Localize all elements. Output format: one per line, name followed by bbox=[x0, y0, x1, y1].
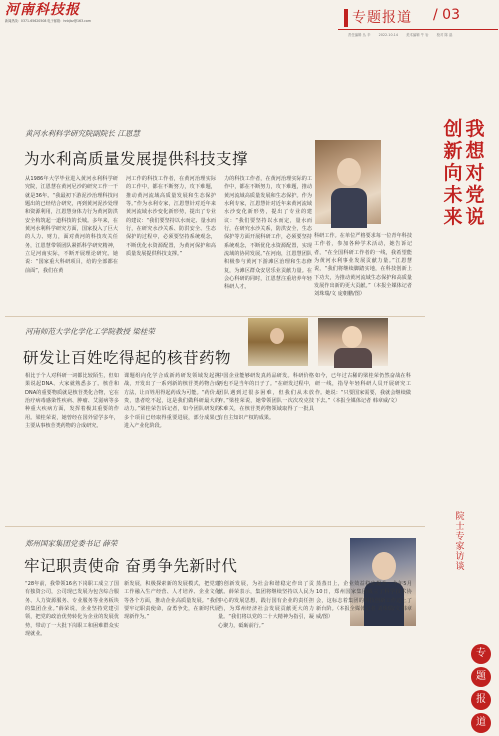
article-1-headline: 为水利高质量发展提供科技支撑 bbox=[24, 150, 249, 168]
section-title: 专题报道 bbox=[352, 10, 412, 26]
article-3-kicker: 郑州国家集团党委书记 薛荣 bbox=[25, 539, 118, 548]
portrait-photo bbox=[318, 318, 388, 366]
header-rule bbox=[338, 29, 498, 30]
face-shape bbox=[337, 158, 361, 186]
masthead bbox=[5, 0, 155, 20]
article-2-column-2: 课题组向化学合成新药研发领域发起挑战，开发出了一系列新的核苷类药物合成方法，让百姓用得起药成为可能。“药价太贵，患者吃不起，这是我们做科研最大的动力。”梁桂荣告诉记者，如今团队研发的多个项目已经取得重要进展，部分成果已进入产业化阶段。 bbox=[124, 373, 220, 430]
article-3-column-3: 的创新发展，为社会和谐稳定作出了贡献。薛荣表示，集团将继续坚持以人民为中心的发展思想，践行国有企业的责任担当，为郑州经济社会发展贡献更大的力量。“我们将以党的二十大精神为指引，凝心聚力，砥砺前行。” bbox=[218, 581, 314, 629]
face-shape bbox=[372, 552, 396, 580]
lab-photo bbox=[248, 318, 308, 366]
page-number: / 03 bbox=[433, 7, 460, 23]
credit-date: 2022.10.14 bbox=[378, 33, 398, 37]
article-2-headline: 研发让百姓吃得起的核苷药物 bbox=[23, 349, 232, 367]
face-shape bbox=[342, 326, 362, 348]
body-shape bbox=[331, 188, 367, 228]
newspaper-logo: 河南科技报 bbox=[5, 2, 80, 18]
article-1-kicker: 黄河水利科学研究院副院长 江恩慧 bbox=[25, 129, 140, 138]
article-1-column-1: 从1986年大学毕业进入黄河水利科学研究院，江恩慧在黄河尼沙的研究工作一干就是36年。“我最初下游泥沙治理科技问题出的已经结合研究，再到黄河泥沙处理和资源利用，江恩慧身体力行为黄河防洪安全构筑起一道科技的长城。多年来，在黄河水利科学研究方面，国家投入了巨大的人力、财力，面对黄河的科技攻关任务，江恩慧带领团队紧抓科学研究精神，立足河南实际，不断开展理论研究。她说：“国家重大科研项目，给的全部都在前面”，我们在黄 bbox=[25, 176, 118, 274]
article-2-column-4: 如今，已年过古稀的梁桂荣仍然奋战在科研一线，指导年轻科研人员开展研究工作。她说：“只要国家需要，我就会继续做下去。”（本报全媒体记者 韩章威/文） bbox=[315, 373, 411, 405]
credit-proofreader: 校对 陈 晶 bbox=[436, 33, 453, 37]
article-2-kicker: 河南师范大学化学化工学院教授 梁桂荣 bbox=[25, 327, 155, 336]
article-3-column-2: 新发展，积极探索新的发展模式，把党建工作融入生产经营、人才培养、企业文化等各个方面，推动企业高质量发展。“我们要牢记职责使命，奋勇争先，在新时代展现新作为。” bbox=[124, 581, 220, 621]
badge-circle: 道 bbox=[471, 713, 491, 733]
section-marker bbox=[344, 9, 348, 27]
article-1-column-4: 科研工作。在单位严格要求每一位青年科技工作者，参加各种学术活动，她告诉记者，“在全国科研工作者的一线，我希望能为黄河水利事业发展贡献力量。”江恩慧说，“我们将继续脚踏实地，在科技创新上下功夫，为推动黄河流域生态保护和高质量发展作出新的更大贡献。”（本报全媒体记者 刘珠瑞/文 庞朝鹏/图） bbox=[314, 233, 412, 298]
article-3-column-4: 蒸蒸日上，企业效益稳步提升。今年5月10日，郑州国家集团成立了科学技术协会，这标志着集团的科技创新工作迈上了新台阶。（本报全媒体记者 刘珠瑞/文 韩章威/图） bbox=[316, 581, 412, 621]
section-divider bbox=[5, 526, 425, 527]
side-banner-title: 院士专家访谈 bbox=[455, 512, 465, 572]
face-shape bbox=[270, 328, 284, 344]
article-3-column-1: “28年前，我带领16名下岗职工成立了国有独资公司，公司现已发展为包含综合服务、人力资源服务、专业服务等业务板块的集团企业。”薛荣说，企业坚持党建引领，把党的政治优势转化为企业的发展优势，带动了一大批下岗职工和困难群众实现就业。 bbox=[25, 581, 119, 638]
badge-circle: 报 bbox=[471, 690, 491, 710]
credit-editor: 责任编辑 丛 辛 bbox=[348, 33, 371, 37]
article-2-column-3: 中国企业能够研发真药品研发。科研价格再也不是当年的日子了。“在研发过程中，团队遇到过很多困难，但我们从未放弃。”梁桂荣说，她带领团队一次次攻克技术难关，在核苷类药物领域取得了一批具有自主知识产权的成果。 bbox=[218, 373, 314, 421]
article-3-headline: 牢记职责使命 奋勇争先新时代 bbox=[24, 557, 238, 575]
slogan-line-1: 创新向未来 bbox=[443, 118, 463, 228]
side-badges bbox=[471, 644, 491, 736]
portrait-photo bbox=[315, 140, 381, 224]
header-credits bbox=[348, 32, 459, 37]
slogan-line-2: 我想对党说 bbox=[465, 118, 485, 228]
badge-circle: 题 bbox=[471, 667, 491, 687]
credit-art-editor: 美术编辑 牛 岩 bbox=[406, 33, 429, 37]
article-1-column-2: 河工作的科技工作者，在黄河治理实际的工作中，都在不断努力，攻下难题，推动黄河流域高质量发展和生态保护等。”作为水利专家，江恩慧针对近年来黄河流域水沙变化新形势，提出了专业的建议：“我们要坚持以水而定、量水而行，在研究水沙关系、防洪安全、生态保护的过程中，必须要坚持系统观念，不断优化水资源配置，为黄河保护和高质量发展提供科技支撑。” bbox=[126, 176, 216, 258]
section-divider bbox=[5, 316, 425, 317]
section-header bbox=[338, 3, 498, 37]
badge-circle: 专 bbox=[471, 644, 491, 664]
article-1-column-3: 力的科技工作者，在黄河治理实际的工作中，都在不断努力，攻下难题，推动黄河流域高质量发展和生态保护。作为水利专家，江恩慧针对近年来黄河流域水沙变化新形势，提出了专业的建议：“我们要坚持以水而定，量水而行，在研究水沙关系，防洪安全，生态保护等方面开展科研工作，必须要坚持系统观念，不断优化水资源配置，实现流域的协同发展。”在河南，江恩慧团队积极参与黄河下游滩区治理和生态修复，为滩区群众安居乐业贡献力量。在会心科研的同时，江恩慧注重培养年轻科研人才。 bbox=[224, 176, 312, 291]
article-2-column-1: 相比于个人对科研一词都比较陌生，但如果说起DNA、大家就熟悉多了。核苷和DNA的重要物质就是核苷类化合物，它在治疗病毒感染性疾病、肿瘤、艾滋病等多种重大疾病方面，发挥着极其重要的作用。梁桂荣说，她曾经在国外留学多年，主要从事核苷类药物的合成研究。 bbox=[25, 373, 119, 430]
body-shape bbox=[334, 348, 372, 368]
masthead-contact: 新闻热线：0371-65620508 电子邮箱：hnkjbz@163.com bbox=[5, 19, 91, 23]
